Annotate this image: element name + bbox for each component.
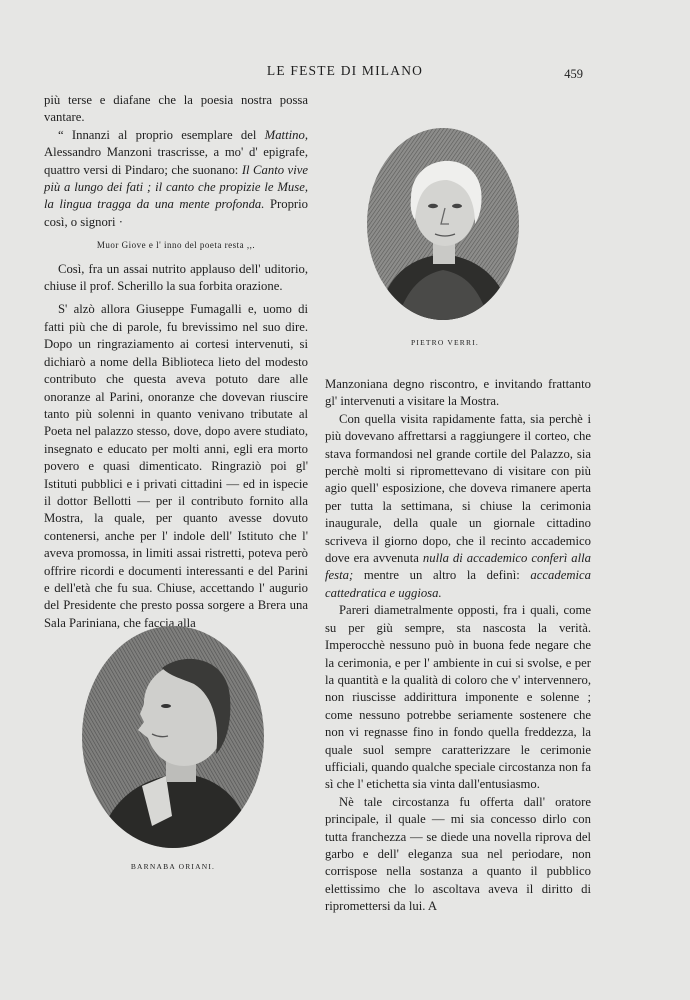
paragraph-1: più terse e diafane che la poesia nostra possa vantare. bbox=[44, 93, 308, 125]
left-column bbox=[44, 92, 308, 632]
text-run: Alessandro Manzoni trascrisse, a mo' d' epigrafe, quattro versi di Pindaro; che suonano: bbox=[44, 145, 308, 177]
portrait-barnaba-oriani bbox=[82, 626, 264, 848]
paragraph-3: Pareri diametralmente opposti, fra i quali, come su per giù sempre, sta nascosta la verità. Imperocchè nessuno può in buona fede negare che la cerimonia, e per l' ambiente in cui si svolse, e per la quantità e la qualità di coloro che v' intervennero, non riuscisse addirittura imponente e solenne ; come nessuno potrebbe seriamente sostenere che non vi regnasse fino in fondo quella freddezza, la quale suol sempre caratterizzare le cerimonie ufficiali, quando qualche speciale circostanza non fa sì che l' etichetta sia vinta dall'entusiasmo. bbox=[325, 603, 591, 792]
portrait-pietro-verri bbox=[367, 128, 519, 320]
text-run: mentre un altro la definì: bbox=[353, 568, 531, 583]
paragraph-3: Così, fra un assai nutrito applauso dell' uditorio, chiuse il prof. Scherillo la sua forbita orazione. bbox=[44, 261, 308, 294]
italic-quote: nulla di accademico conferì alla festa; bbox=[325, 551, 591, 583]
quote-line: Muor Giove e l' inno del poeta resta ,,. bbox=[96, 240, 256, 251]
text-run: “ Innanzi al proprio esemplare del bbox=[58, 127, 265, 142]
header-title: LE FESTE DI MILANO bbox=[266, 63, 424, 78]
text-run: Proprio così, o signori · bbox=[44, 197, 309, 229]
caption-barnaba-oriani: BARNABA ORIANI. bbox=[130, 862, 216, 871]
paragraph-4: Nè tale circostanza fu offerta dall' oratore principale, il quale — mi sia concesso dirlo con tutta franchezza — se diede una novella riprova del garbo e dell' eleganza sua nel periodare, non corrispose nella sostanza a quanto il pubblico elettissimo che lo ascoltava aveva il diritto di ripromettersi da lui. A bbox=[325, 794, 591, 914]
italic-quote: Il Canto vive più a lungo dei fati ; il canto che propizie le Muse, la lingua tragga da una mente profonda. bbox=[44, 162, 308, 212]
caption-pietro-verri: PIETRO VERRI. bbox=[411, 338, 479, 347]
portrait-engraving bbox=[367, 128, 519, 320]
paragraph-1: Manzoniana degno riscontro, e invitando frattanto gl' intervenuti a visitare la Mostra. bbox=[325, 377, 591, 409]
italic-quote: accademica cattedratica e uggiosa. bbox=[325, 568, 591, 600]
italic-title: Mattino, bbox=[264, 127, 308, 142]
portrait-engraving bbox=[82, 626, 264, 848]
paragraph-2 bbox=[44, 127, 308, 231]
paragraph-2 bbox=[325, 411, 591, 602]
page-number: 459 bbox=[564, 67, 583, 81]
paragraph-4: S' alzò allora Giuseppe Fumagalli e, uomo di fatti più che di parole, fu brevissimo nel suo dire. Dopo un ringraziamento ai cortesi intervenuti, si dichiarò a nome della Biblioteca lieto del modesto contributo che questa aveva potuto dare alle onoranze al Parini, onoranze che dovevan riuscire tanto più solenni in quanto venivano tributate al Poeta nel palazzo stesso, dove, dopo avere studiato, insegnato e educato per molti anni, egli era morto povero e quasi dimenticato. Ringraziò poi gl' Istituti pubblici e i privati cittadini — ed in ispecie il dottor Bellotti — per il contributo fornito alla Mostra, la quale, per quanto avesse dovuto contenersi, anche per l' indole dell' Istituto che l' aveva promossa, in limiti assai ristretti, poteva però offrire ricordi e documenti interessanti e del Parini e dell'età che fu sua. Chiuse, accettando l' augurio del Presidente che presto possa sorgere a Brera una Sala Pariniana, che faccia alla bbox=[44, 302, 308, 630]
right-column bbox=[325, 376, 591, 916]
text-run: Con quella visita rapidamente fatta, sia perchè i più dovevano affrettarsi a raggiungere il corteo, che stava formandosi nel grande cortile del Palazzo, sia perchè molti si ripromettevano di visitare con più agio quell' esposizione, che doveva rimanere aperta per tutta la settimana, si chiuse la cerimonia inaugurale, della quale un giornale cittadino scriveva il giorno dopo, che il recinto accademico dove era avvenuta bbox=[325, 411, 591, 566]
